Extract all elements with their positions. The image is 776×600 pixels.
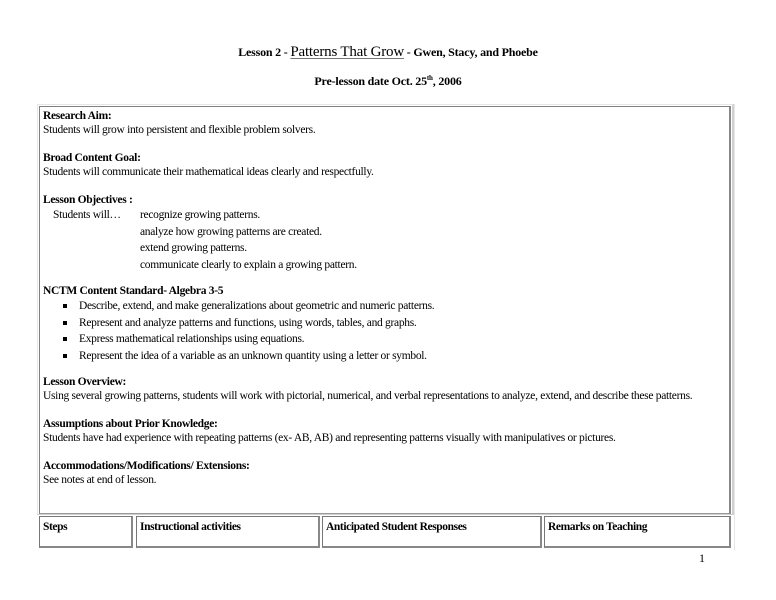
column-header-anticipated-responses: Anticipated Student Responses bbox=[322, 516, 542, 548]
accommodations-section bbox=[43, 459, 727, 487]
steps-header-row bbox=[39, 516, 733, 549]
bullet-icon bbox=[63, 337, 67, 341]
standard-text: Express mathematical relationships using equations. bbox=[79, 333, 305, 345]
objective-item: analyze how growing patterns are created. bbox=[140, 225, 322, 238]
lesson-number: Lesson 2 - bbox=[238, 45, 291, 59]
standard-text: Describe, extend, and make generalizations about geometric and numeric patterns. bbox=[79, 300, 435, 312]
column-header-steps: Steps bbox=[39, 516, 133, 548]
lesson-overview-text: Using several growing patterns, students will work with pictorial, numerical, and verbal representations to analyze, extend, and describe these patterns. bbox=[43, 390, 693, 402]
table-border-shadow bbox=[734, 104, 735, 550]
lesson-overview-section bbox=[43, 375, 727, 403]
objective-item: recognize growing patterns. bbox=[140, 209, 260, 221]
pre-lesson-date bbox=[0, 74, 776, 89]
lesson-objectives-section bbox=[43, 193, 727, 273]
lesson-info-cell bbox=[39, 106, 731, 515]
nctm-standard-heading: NCTM Content Standard- Algebra 3-5 bbox=[43, 285, 224, 297]
standard-item bbox=[63, 315, 727, 332]
lesson-title: Patterns That Grow bbox=[290, 44, 404, 60]
nctm-standard-list bbox=[43, 298, 727, 364]
date-year: , 2006 bbox=[432, 74, 462, 88]
lesson-title-line bbox=[0, 44, 776, 61]
standard-item bbox=[63, 348, 727, 365]
standard-text: Represent and analyze patterns and functions, using words, tables, and graphs. bbox=[79, 316, 417, 329]
column-header-instructional-activities: Instructional activities bbox=[136, 516, 320, 548]
bullet-icon bbox=[63, 321, 67, 325]
broad-content-goal-heading: Broad Content Goal: bbox=[43, 152, 141, 164]
objective-item: communicate clearly to explain a growing pattern. bbox=[140, 258, 357, 271]
nctm-standard-section bbox=[43, 284, 727, 364]
standard-item bbox=[63, 298, 727, 315]
standard-text: Represent the idea of a variable as an unknown quantity using a letter or symbol. bbox=[79, 349, 427, 362]
objectives-lead: Students will… bbox=[53, 209, 121, 221]
date-ordinal: th bbox=[426, 74, 433, 82]
research-aim-section bbox=[43, 109, 727, 137]
page-number: 1 bbox=[699, 551, 705, 565]
prior-knowledge-text: Students have had experience with repeating patterns (ex- AB, AB) and representing patterns visually with manipulatives or pictures. bbox=[43, 432, 616, 444]
objective-item: extend growing patterns. bbox=[140, 242, 247, 254]
broad-content-goal-section bbox=[43, 151, 727, 179]
accommodations-text: See notes at end of lesson. bbox=[43, 474, 157, 486]
objectives-list bbox=[140, 207, 727, 273]
standard-item bbox=[63, 331, 727, 348]
date-prefix: Pre-lesson date Oct. 25 bbox=[314, 74, 427, 88]
accommodations-heading: Accommodations/Modifications/ Extensions: bbox=[43, 460, 250, 472]
column-header-remarks-on-teaching: Remarks on Teaching bbox=[544, 516, 731, 548]
lesson-authors: - Gwen, Stacy, and Phoebe bbox=[403, 45, 538, 59]
research-aim-heading: Research Aim: bbox=[43, 110, 112, 122]
bullet-icon bbox=[63, 354, 67, 358]
bullet-icon bbox=[63, 304, 67, 308]
research-aim-text: Students will grow into persistent and flexible problem solvers. bbox=[43, 124, 316, 136]
objectives-block bbox=[43, 207, 727, 273]
broad-content-goal-text: Students will communicate their mathematical ideas clearly and respectfully. bbox=[43, 166, 374, 178]
lesson-overview-heading: Lesson Overview: bbox=[43, 376, 127, 388]
prior-knowledge-heading: Assumptions about Prior Knowledge: bbox=[43, 418, 218, 430]
lesson-objectives-heading: Lesson Objectives : bbox=[43, 194, 133, 206]
prior-knowledge-section bbox=[43, 417, 727, 445]
